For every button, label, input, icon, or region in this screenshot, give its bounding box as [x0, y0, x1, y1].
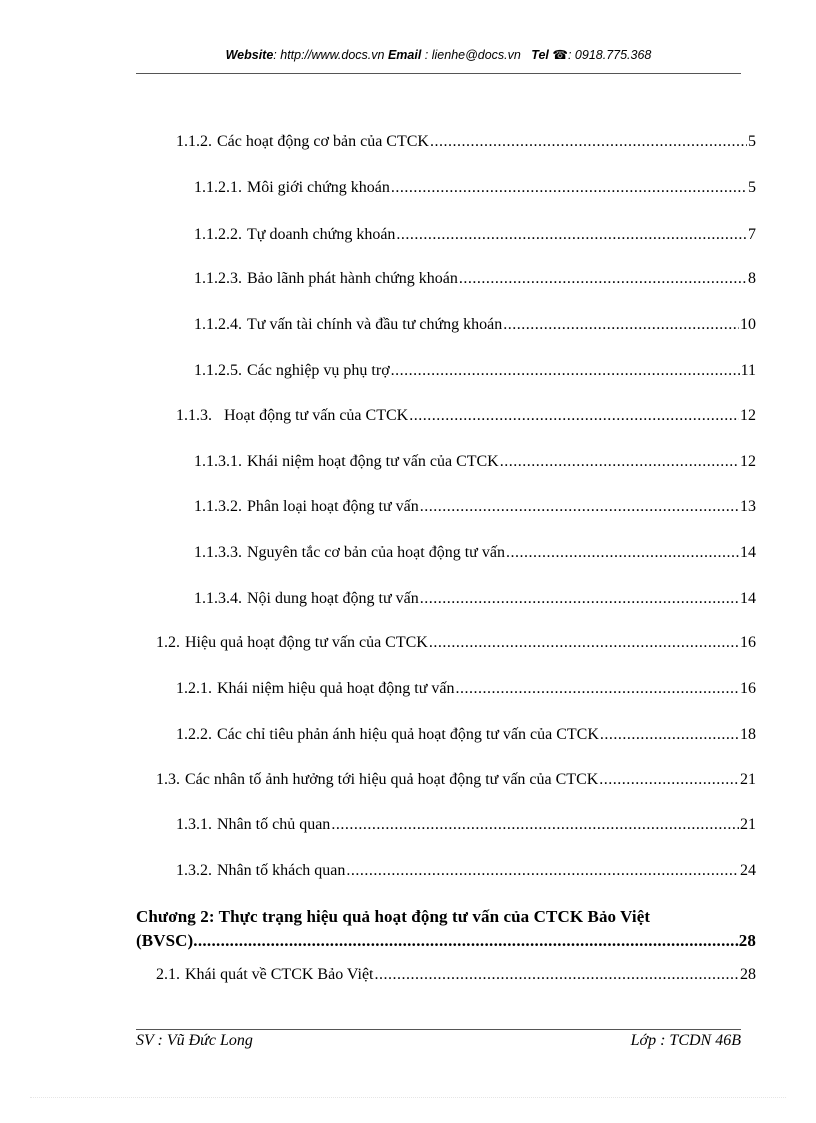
toc-page: 21	[740, 771, 756, 788]
toc-number: 1.1.3.4.	[194, 590, 242, 607]
toc-leader	[346, 862, 739, 880]
toc-leader	[599, 771, 739, 789]
toc-leader	[456, 680, 739, 698]
toc-page: 16	[740, 634, 756, 651]
toc-page: 5	[748, 133, 756, 150]
toc-title: Môi giới chứng khoán	[247, 179, 390, 196]
toc-leader	[391, 179, 747, 197]
phone-icon: ☎	[552, 48, 568, 62]
toc-title: Nguyên tắc cơ bản của hoạt động tư vấn	[247, 544, 505, 561]
toc-entry[interactable]	[176, 726, 756, 750]
toc-number: 1.1.2.4.	[194, 316, 242, 333]
toc-chapter-entry[interactable]	[136, 905, 756, 953]
chapter-title: Chương 2: Thực trạng hiệu quả hoạt động tư vấn của CTCK Bảo Việt	[136, 907, 651, 926]
toc-leader	[420, 590, 739, 608]
toc-page: 14	[740, 590, 756, 607]
toc-leader	[500, 453, 739, 471]
footer-student: SV : Vũ Đức Long	[136, 1032, 253, 1049]
toc-page: 8	[748, 270, 756, 287]
toc-number: 1.1.3.1.	[194, 453, 242, 470]
website-value: : http://www.docs.vn	[273, 48, 385, 62]
toc-entry[interactable]	[194, 544, 756, 568]
toc-number: 1.3.2.	[176, 862, 212, 879]
toc-entry[interactable]	[176, 816, 756, 840]
toc-title: Các nhân tố ảnh hưởng tới hiệu quả hoạt động tư vấn của CTCK	[185, 771, 599, 788]
toc-title: Nội dung hoạt động tư vấn	[247, 590, 419, 607]
toc-leader	[459, 270, 747, 288]
chapter-title-cont: (BVSC)	[136, 931, 194, 950]
toc-entry[interactable]	[194, 362, 756, 386]
toc-entry[interactable]	[194, 316, 756, 340]
toc-leader	[503, 316, 739, 334]
toc-leader	[391, 362, 740, 380]
page-footer	[136, 1032, 741, 1050]
toc-number: 1.1.3.	[176, 407, 212, 424]
toc-title: Bảo lãnh phát hành chứng khoán	[247, 270, 458, 287]
toc-title: Tự doanh chứng khoán	[247, 226, 396, 243]
toc-leader	[600, 726, 739, 744]
toc-number: 1.2.1.	[176, 680, 212, 697]
email-label: Email	[387, 48, 422, 62]
toc-title: Nhân tố chủ quan	[217, 816, 331, 833]
toc-number: 1.1.2.	[176, 133, 212, 150]
toc-title: Các chỉ tiêu phản ánh hiệu quả hoạt động tư vấn của CTCK	[217, 726, 599, 743]
toc-number: 1.3.1.	[176, 816, 212, 833]
toc-entry[interactable]	[156, 771, 756, 795]
toc-entry[interactable]	[194, 590, 756, 614]
toc-page: 18	[740, 726, 756, 743]
footer-class: Lớp : TCDN 46B	[630, 1032, 741, 1049]
tel-label: Tel	[531, 48, 549, 62]
toc-leader	[375, 966, 740, 984]
toc-title: Khái niệm hoạt động tư vấn của CTCK	[247, 453, 499, 470]
tel-value: : 0918.775.368	[567, 48, 652, 62]
toc-page: 13	[740, 498, 756, 515]
toc-title: Hiệu quả hoạt động tư vấn của CTCK	[185, 634, 428, 651]
toc-title: Khái quát về CTCK Bảo Việt	[185, 966, 374, 983]
toc-number: 1.1.2.3.	[194, 270, 242, 287]
toc-number: 1.2.2.	[176, 726, 212, 743]
page-header	[136, 47, 741, 62]
toc-page: 12	[740, 453, 756, 470]
toc-leader	[193, 929, 739, 953]
toc-title: Các hoạt động cơ bản của CTCK	[217, 133, 429, 150]
toc-leader	[331, 816, 739, 834]
toc-number: 1.1.2.5.	[194, 362, 242, 379]
toc-page: 7	[748, 226, 756, 243]
toc-number: 1.2.	[156, 634, 180, 651]
toc-title: Hoạt động tư vấn của CTCK	[224, 407, 409, 424]
toc-entry[interactable]	[194, 498, 756, 522]
chapter-page: 28	[738, 931, 756, 950]
toc-page: 12	[740, 407, 756, 424]
toc-entry[interactable]	[194, 179, 756, 203]
toc-number: 2.1.	[156, 966, 180, 983]
email-value: : lienhe@docs.vn	[421, 48, 521, 62]
toc-page: 21	[740, 816, 756, 833]
toc-entry[interactable]	[156, 966, 756, 990]
toc-title: Phân loại hoạt động tư vấn	[247, 498, 419, 515]
toc-page: 24	[740, 862, 756, 879]
toc-entry[interactable]	[194, 453, 756, 477]
toc-title: Tư vấn tài chính và đầu tư chứng khoán	[247, 316, 503, 333]
toc-entry[interactable]	[156, 634, 756, 658]
toc-entry[interactable]	[194, 226, 756, 250]
toc-leader	[420, 498, 739, 516]
toc-title: Các nghiệp vụ phụ trợ	[247, 362, 390, 379]
toc-entry[interactable]	[176, 407, 756, 431]
toc-leader	[430, 133, 747, 151]
toc-number: 1.1.2.1.	[194, 179, 242, 196]
toc-page: 11	[740, 362, 756, 379]
toc-leader	[506, 544, 739, 562]
toc-entry[interactable]	[194, 270, 756, 294]
toc-leader	[429, 634, 739, 652]
footer-divider	[136, 1029, 741, 1030]
toc-entry[interactable]	[176, 133, 756, 157]
header-divider	[136, 73, 741, 74]
toc-title: Nhân tố khách quan	[217, 862, 346, 879]
toc-page: 5	[748, 179, 756, 196]
toc-number: 1.1.3.3.	[194, 544, 242, 561]
toc-page: 14	[740, 544, 756, 561]
toc-number: 1.1.3.2.	[194, 498, 242, 515]
page-bottom-border	[30, 1097, 786, 1098]
toc-leader	[409, 407, 739, 425]
toc-entry[interactable]	[176, 862, 756, 886]
website-label: Website	[225, 48, 274, 62]
toc-entry[interactable]	[176, 680, 756, 704]
toc-number: 1.3.	[156, 771, 180, 788]
toc-title: Khái niệm hiệu quả hoạt động tư vấn	[217, 680, 455, 697]
toc-number: 1.1.2.2.	[194, 226, 242, 243]
toc-page: 28	[740, 966, 756, 983]
toc-page: 10	[740, 316, 756, 333]
toc-leader	[396, 226, 747, 244]
toc-page: 16	[740, 680, 756, 697]
